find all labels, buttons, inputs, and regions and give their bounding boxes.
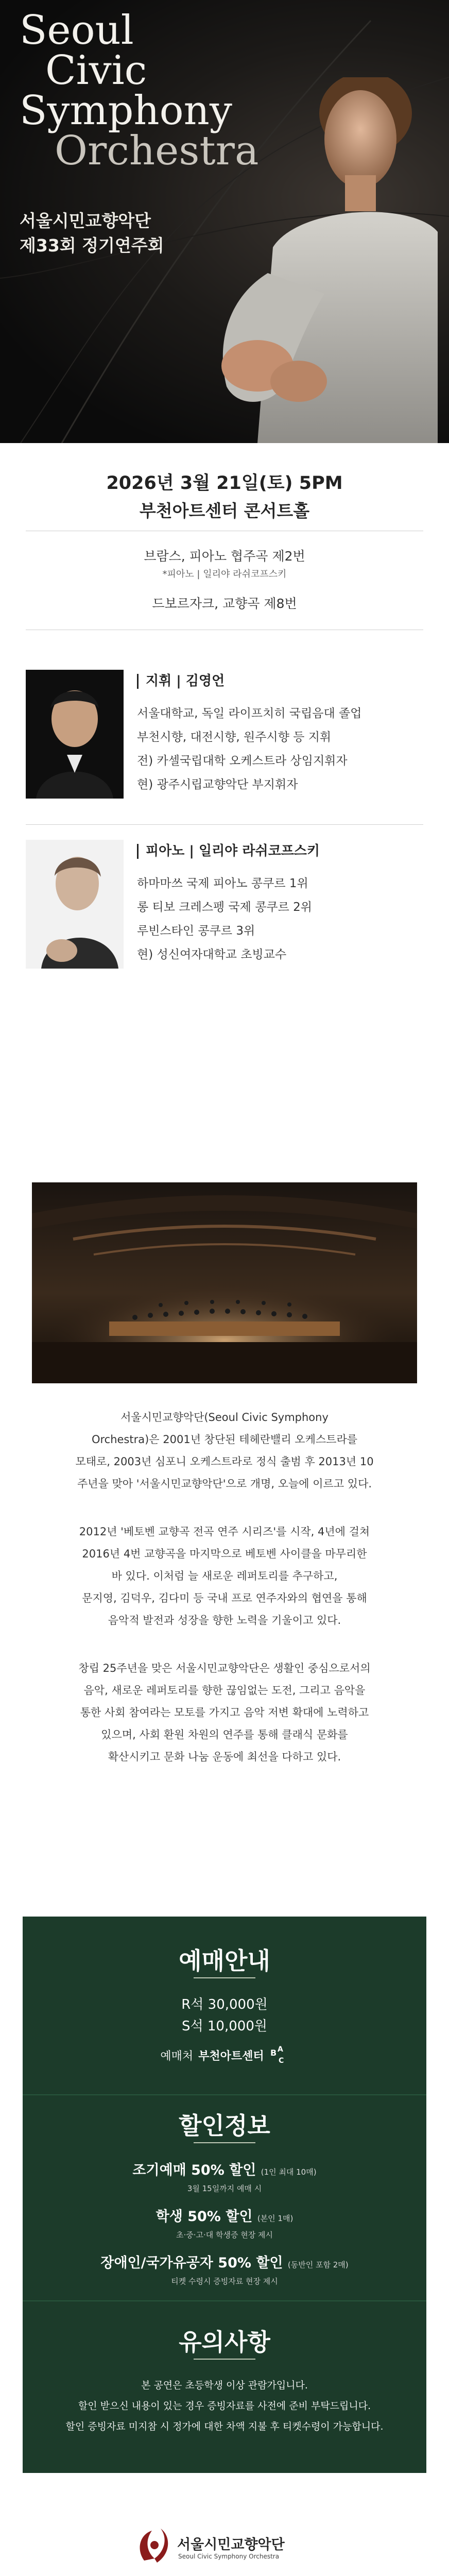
notice-section-title: 유의사항 [179, 2328, 270, 2356]
pianist-profile [26, 840, 423, 974]
divider [26, 824, 423, 825]
about-line: 서울시민교향악단(Seoul Civic Symphony [120, 1411, 329, 1423]
bio-line: 하마마쓰 국제 피아노 콩쿠르 1위 [137, 877, 308, 890]
notice-line: 본 공연은 초등학생 이상 관람가입니다. [141, 2380, 308, 2391]
program-work: 브람스, 피아노 협주곡 제2번 [144, 549, 305, 564]
about-line: 창립 25주년을 맞은 서울시민교향악단은 생활인 중심으로서의 [78, 1662, 371, 1674]
reserve-info [23, 2045, 426, 2065]
price-s: S석 10,000원 [182, 2019, 267, 2034]
concert-date: 2026년 3월 21일(토) 5PM [106, 473, 343, 494]
discount-item [23, 2159, 426, 2194]
discount-name: 장애인/국가유공자 50% 할인 [100, 2255, 283, 2271]
about-line: 확산시키고 문화 나눔 운동에 최선을 다하고 있다. [108, 1751, 341, 1763]
title-underline [194, 2142, 255, 2143]
discount-name: 조기예매 50% 할인 [132, 2162, 256, 2178]
bio-line: 루빈스타인 콩쿠르 3위 [137, 924, 255, 938]
discount-condition: 티켓 수령시 증빙자료 현장 제시 [171, 2277, 278, 2286]
conductor-profile [26, 670, 423, 804]
discount-name: 학생 50% 할인 [156, 2209, 253, 2225]
svg-text:C: C [278, 2057, 284, 2065]
bio-line: 전) 카셀국립대학 오케스트라 상임지휘자 [137, 754, 348, 768]
program-note: *피아노 | 일리야 라쉬코프스키 [162, 569, 287, 580]
about-line: 2012년 '베토벤 교향곡 전곡 연주 시리즈'를 시작, 4년에 걸쳐 [79, 1526, 370, 1538]
ticket-section-title: 예매안내 [179, 1947, 270, 1975]
pianist-title: 피아노 | 일리야 라쉬코프스키 [137, 844, 320, 859]
concert-edition: 제33회 정기연주회 [20, 235, 164, 256]
hero-title-line: Orchestra [55, 128, 259, 174]
hero-subtitle [20, 209, 164, 258]
program-work: 드보르자크, 교향곡 제8번 [152, 596, 297, 611]
discount-tag: (동반인 포함 2매) [287, 2260, 349, 2269]
divider [23, 2300, 426, 2301]
about-paragraph [0, 1521, 449, 1632]
title-underline [194, 2359, 255, 2360]
ticket-info-panel [23, 1917, 426, 2473]
hero-title-line: Civic [45, 47, 147, 94]
about-line: 모태로, 2003년 심포니 오케스트라로 정식 출범 후 2013년 10 [75, 1455, 374, 1468]
title-underline [194, 1977, 255, 1978]
svg-text:B: B [270, 2048, 277, 2058]
conductor-bio [137, 702, 361, 796]
about-line: 바 있다. 이처럼 늘 새로운 레퍼토리를 추구하고, [111, 1570, 338, 1582]
about-line: 문지영, 김덕우, 김다미 등 국내 프로 연주자와의 협연을 통해 [82, 1592, 367, 1604]
bio-line: 현) 광주시립교향악단 부지휘자 [137, 778, 298, 791]
bio-line: 현) 성신여자대학교 초빙교수 [137, 948, 287, 961]
conductor-title: 지휘 | 김영언 [137, 674, 224, 689]
ticket-prices [23, 1994, 426, 2037]
hero-title-line: Seoul [20, 7, 134, 54]
discount-item [23, 2205, 426, 2240]
price-r: R석 30,000원 [181, 1997, 268, 2012]
discount-tag: (1인 최대 10매) [261, 2167, 317, 2177]
about-line: 있으며, 사회 환원 차원의 연주를 통해 클래식 문화를 [101, 1728, 348, 1741]
notice-line: 할인 받으신 내용이 있는 경우 증빙자료를 사전에 준비 부탁드립니다. [78, 2400, 371, 2412]
divider [23, 2094, 426, 2095]
logo-name-en: Seoul Civic Symphony Orchestra [178, 2553, 280, 2560]
about-line: 통한 사회 참여라는 모토를 가지고 음악 저변 확대에 노력하고 [80, 1706, 369, 1719]
about-line: Orchestra)은 2001년 창단된 테헤란밸리 오케스트라를 [91, 1433, 358, 1446]
about-line: 음악, 새로운 레퍼토리를 향한 끊임없는 도전, 그리고 음악을 [83, 1684, 366, 1697]
orchestra-emblem-icon [134, 2524, 175, 2566]
pianist-portrait [26, 840, 124, 969]
discount-item [23, 2251, 426, 2286]
concert-hall-photo [32, 1182, 417, 1383]
discount-section-title: 할인정보 [179, 2112, 270, 2140]
bio-line: 서울대학교, 독일 라이프치히 국립음대 졸업 [137, 707, 362, 720]
reserve-place[interactable]: 부천아트센터 [198, 2049, 264, 2063]
notice-list [23, 2375, 426, 2437]
concert-venue: 부천아트센터 콘서트홀 [139, 501, 310, 521]
discount-condition: 초·중·고·대 학생증 현장 제시 [176, 2230, 273, 2240]
art-center-logo-icon [269, 2045, 289, 2065]
svg-text:A: A [277, 2045, 283, 2054]
pianist-bio [137, 872, 312, 967]
about-line: 음악적 발전과 성장을 향한 노력을 기울이고 있다. [108, 1614, 341, 1626]
hero-banner [0, 0, 449, 443]
bio-line: 롱 티보 크레스펭 국제 콩쿠르 2위 [137, 901, 313, 914]
reserve-label: 예매처 [160, 2049, 194, 2063]
bio-line: 부천시향, 대전시향, 원주시향 등 지휘 [137, 731, 332, 744]
logo-name: 서울시민교향악단 [177, 2537, 285, 2553]
hero-title [20, 7, 259, 174]
discount-condition: 3월 15일까지 예매 시 [187, 2184, 262, 2193]
about-paragraph [0, 1406, 449, 1495]
about-line: 2016년 4번 교향곡을 마지막으로 베토벤 사이클을 마무리한 [82, 1548, 367, 1560]
about-line: 주년을 맞아 '서울시민교향악단'으로 개명, 오늘에 이르고 있다. [77, 1478, 372, 1490]
conductor-photo [26, 670, 124, 799]
orchestra-name-ko: 서울시민교향악단 [20, 211, 151, 231]
notice-line: 할인 증빙자료 미지참 시 정가에 대한 차액 지불 후 티켓수령이 가능합니다. [65, 2421, 384, 2432]
orchestra-logo [134, 2522, 315, 2568]
orchestra-about [0, 1406, 449, 1794]
about-paragraph [0, 1657, 449, 1768]
hero-title-line: Symphony [20, 88, 232, 134]
discount-tag: (본인 1매) [257, 2214, 293, 2223]
